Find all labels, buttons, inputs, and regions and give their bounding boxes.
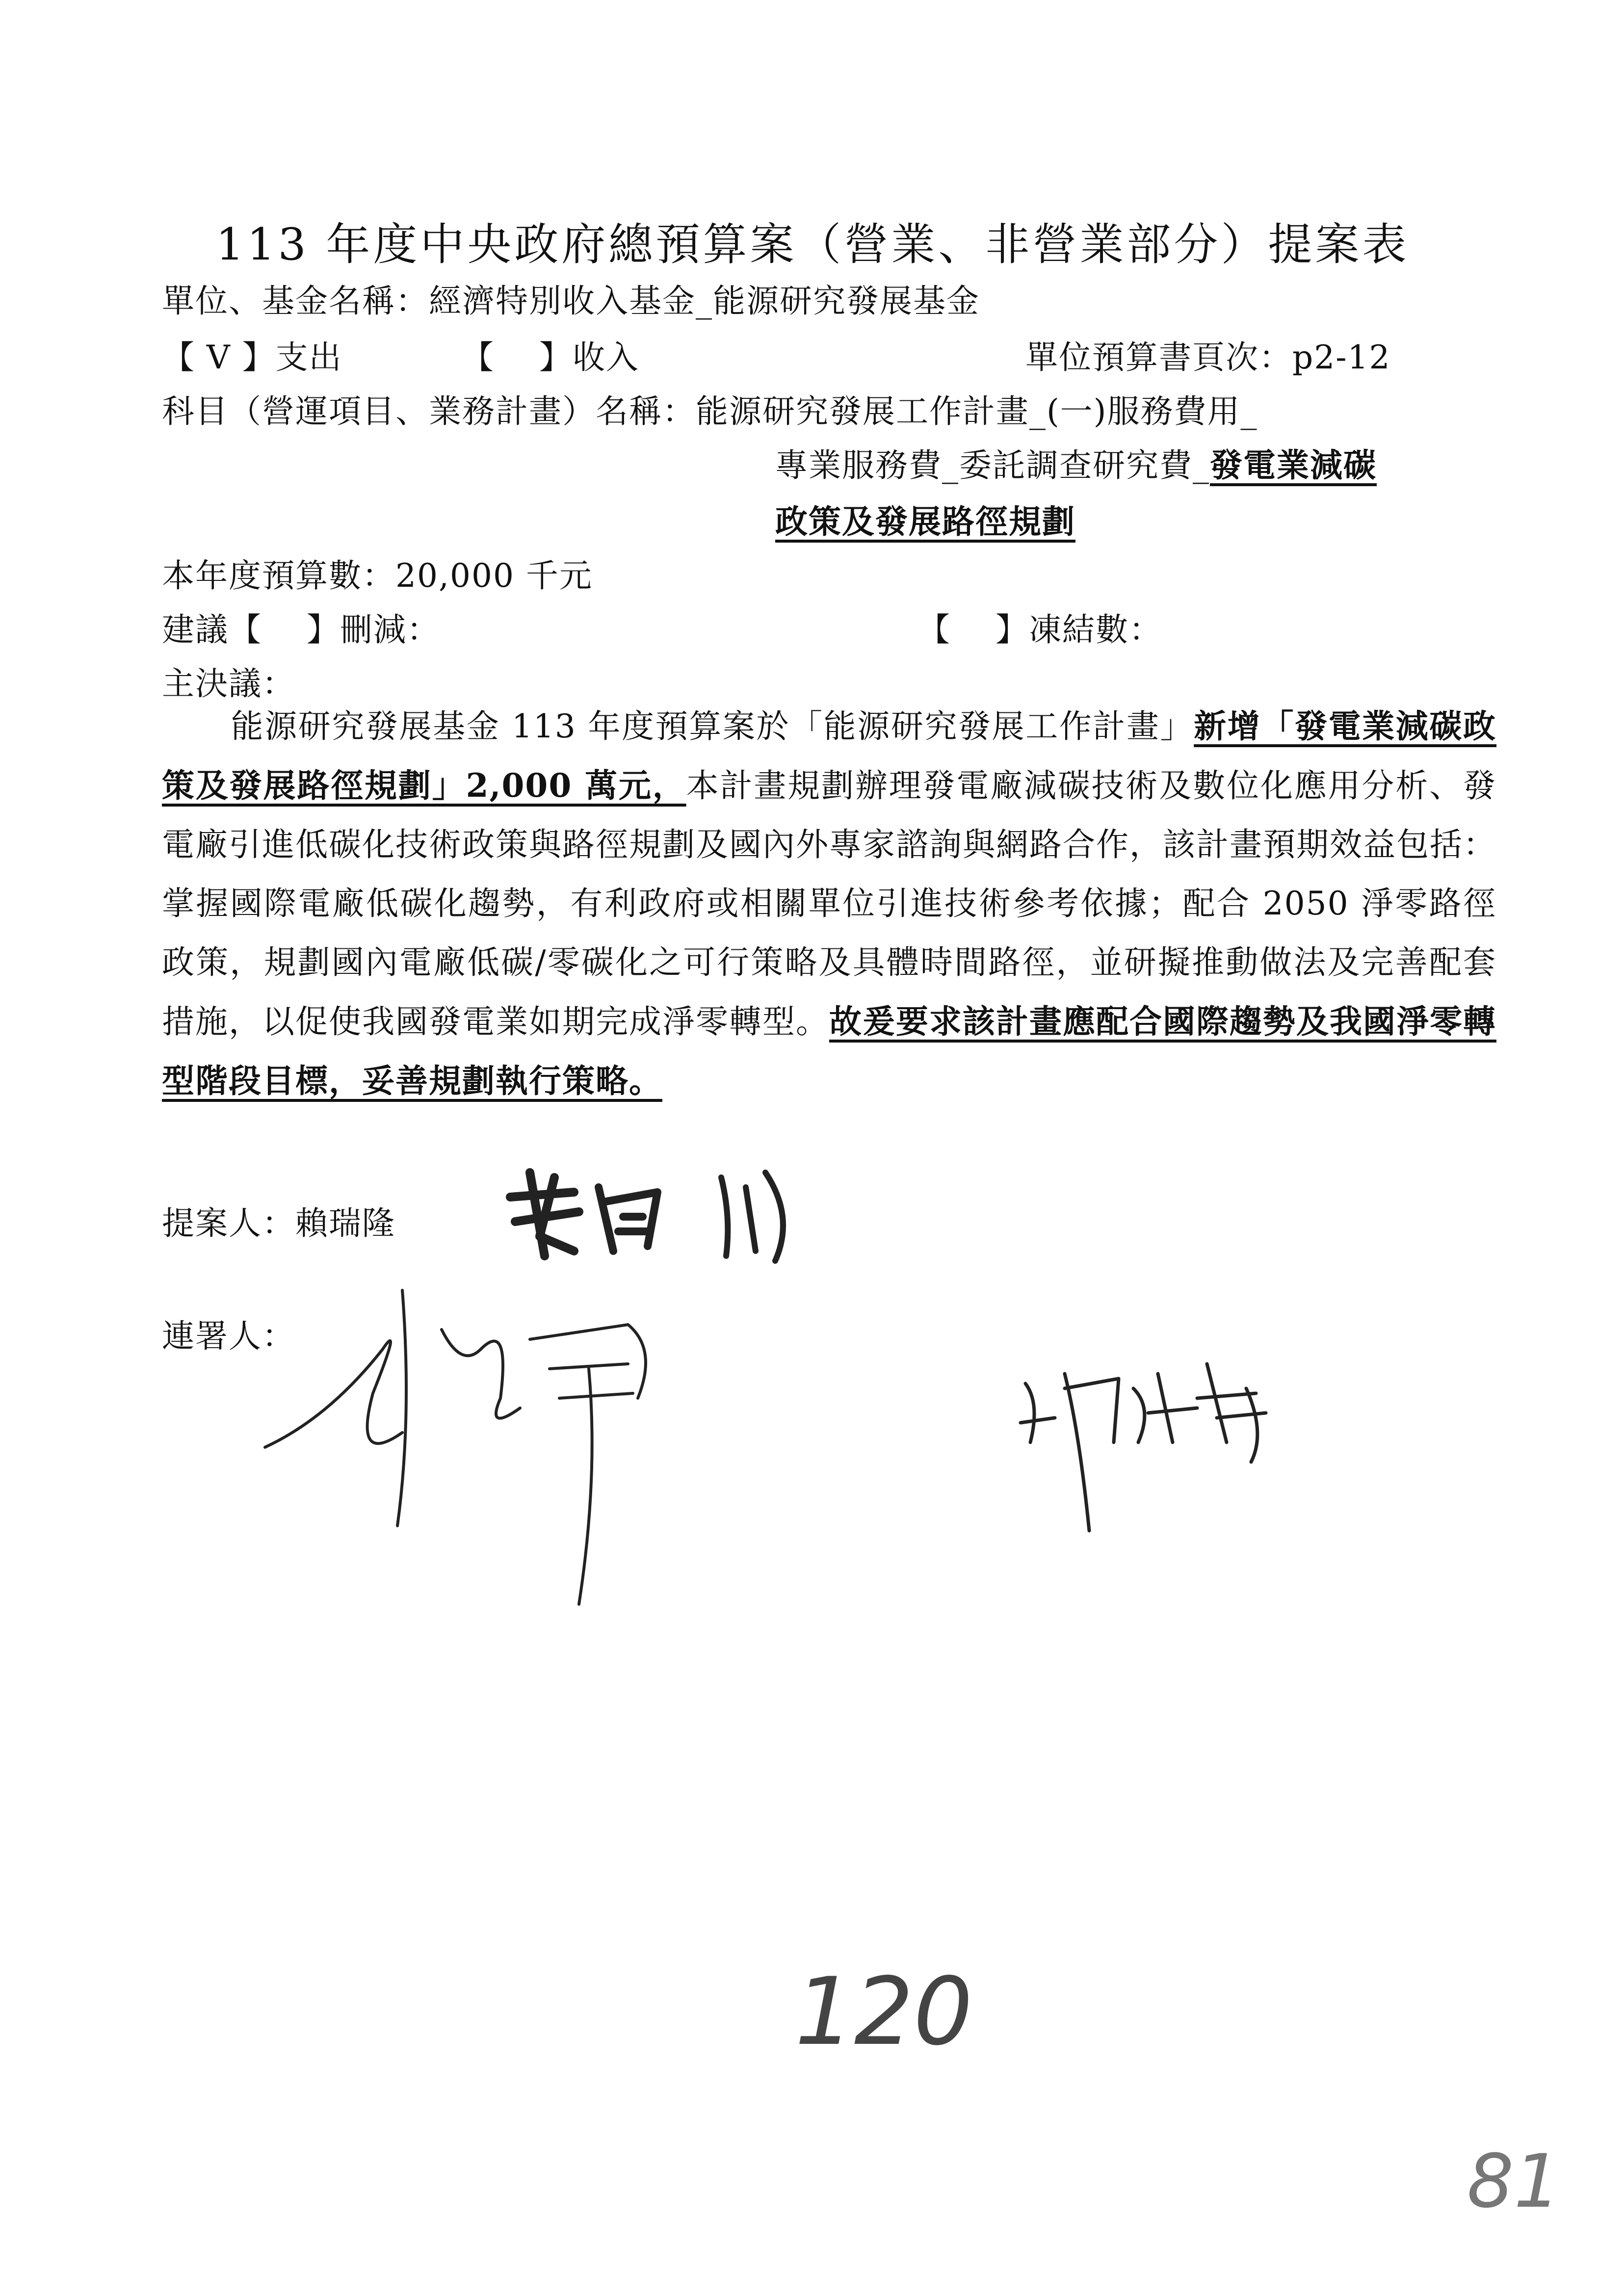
freeze-amount: 【 】凍結數： [917,611,1162,649]
subject-line-1: 科目（營運項目、業務計畫）名稱：能源研究發展工作計畫_(一)服務費用_ [162,392,1258,430]
proposer-signature [500,1158,814,1271]
proposer-label: 提案人：賴瑞隆 [162,1204,395,1242]
cosigner-signature-1 [255,1271,697,1614]
resolution-body [162,697,1496,1111]
resolution-label: 主決議： [162,665,295,703]
expenditure-checkbox-label: 【 V 】支出 [162,339,342,376]
handwritten-number: 120 [795,1957,973,2066]
page-reference: 單位預算書頁次：p2-12 [1025,339,1391,376]
subject-line-2-bold: 發電業減碳 [1210,446,1377,484]
page-number: 81 [1467,2139,1561,2224]
subject-line-3: 政策及發展路徑規劃 [775,502,1075,541]
resolution-intro: 能源研究發展基金 113 年度預算案於「能源研究發展工作計畫」 [231,707,1194,745]
subject-line-2 [775,439,1377,486]
resolution-new-item: 新增「發電業減碳政策及發展路徑規劃」2,000 萬元， [162,707,1497,805]
suggest-cut: 建議【 】刪減： [162,611,440,649]
resolution-requirement: 故爰要求該計畫應配合國際趨勢及我國淨零轉型階段目標，妥善規劃執行策略。 [162,1002,1496,1100]
cosigner-label: 連署人： [162,1317,295,1355]
page-title: 113 年度中央政府總預算案（營業、非營業部分）提案表 [216,219,1410,270]
cosigner-signature-2 [1011,1344,1285,1560]
income-checkbox-label: 【 】收入 [461,339,639,376]
resolution-details: 本計畫規劃辦理發電廠減碳技術及數位化應用分析、發電廠引進低碳化技術政策與路徑規劃及國內外專家諮詢與網路合作，該計畫預期效益包括：掌握國際電廠低碳化趨勢，有利政府或相關單位引進技術參考依據；配合 2050 淨零路徑政策，規劃國內電廠低碳/零碳化之可行策略及具體時間路徑，並研擬推動做法及完善配套措施，以促使我國發電業如期完成淨零轉型。 [162,767,1496,1041]
subject-line-2-plain: 專業服務費_委託調查研究費_ [775,446,1210,484]
annual-budget: 本年度預算數：20,000 千元 [162,557,593,595]
unit-fund-name: 單位、基金名稱：經濟特別收入基金_能源研究發展基金 [162,282,980,320]
